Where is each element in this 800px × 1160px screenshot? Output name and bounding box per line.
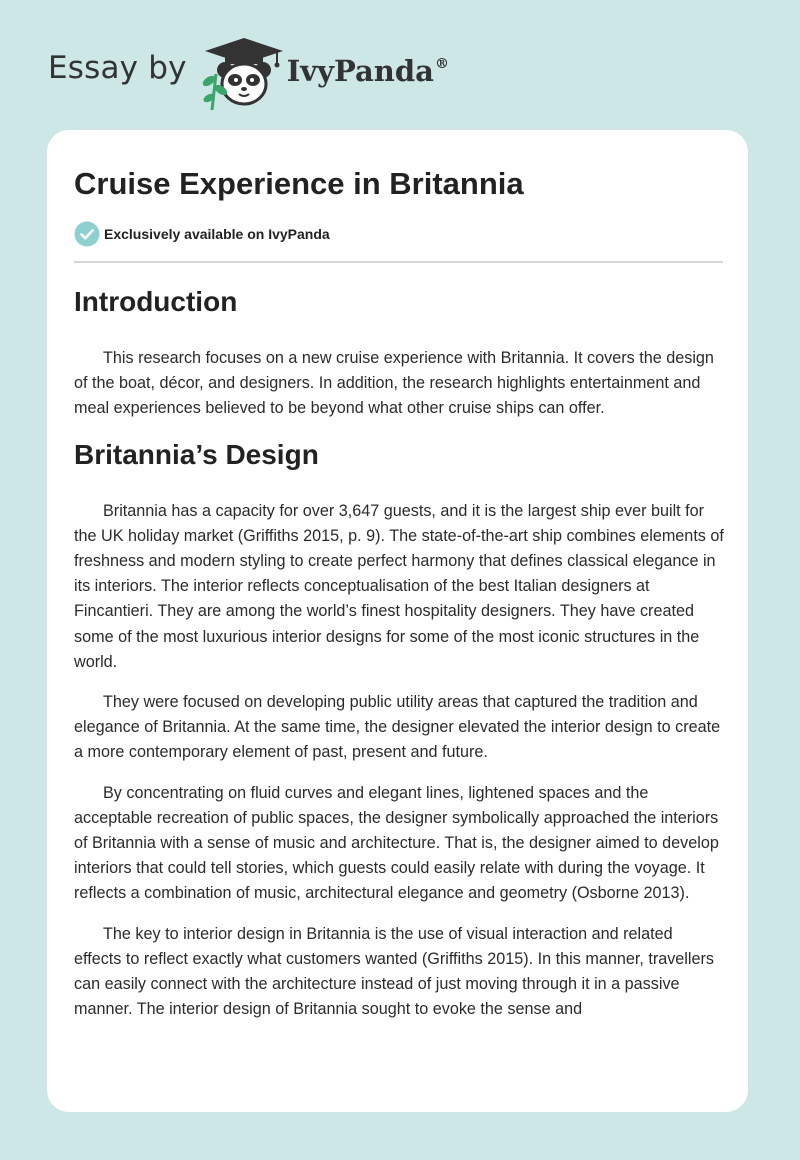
- paragraph: The key to interior design in Britannia is the use of visual interaction and related effects to reflect exactly what customers wanted (Griffiths 2015). In this manner, travellers can easily connect with the architecture instead of just moving through it in a passive manner. The interior design of Britannia sought to evoke the sense and: [74, 924, 714, 1019]
- section-heading-design: Britannia’s Design: [74, 438, 319, 470]
- article-body: [74, 284, 724, 1037]
- exclusive-badge: [74, 221, 330, 247]
- exclusive-badge-text: Exclusively available on IvyPanda: [104, 226, 330, 242]
- panda-graduate-icon[interactable]: [199, 34, 289, 110]
- article-card: [47, 130, 748, 1112]
- article-title: Cruise Experience in Britannia: [74, 166, 524, 201]
- paragraph: By concentrating on fluid curves and elegant lines, lightened spaces and the acceptable recreation of public spaces, the designer symbolically approached the interiors of Britannia with a sense of music and architecture. That is, the designer aimed to develop interiors that could tell stories, which guests could easily relate with during the voyage. It reflects a combination of music, architectural elegance and geometry (Osborne 2013).: [74, 783, 719, 903]
- section-heading-introduction: Introduction: [74, 286, 238, 317]
- brand-name[interactable]: [287, 54, 449, 88]
- essay-by-label: Essay by: [48, 50, 187, 86]
- check-circle-icon: [74, 221, 100, 247]
- site-header: [48, 34, 449, 110]
- paragraph: Britannia has a capacity for over 3,647 guests, and it is the largest ship ever built for the UK holiday market (Griffiths 2015, p. 9). The state-of-the-art ship combines elements of freshness and modern styling to create perfect harmony that defines classical elegance in its interiors. The interior reflects conceptualisation of the best Italian designers at Fincantieri. They are among the world’s finest hospitality designers. They have created some of the most luxurious interior designs for some of the most iconic structures in the world.: [74, 501, 724, 671]
- title-divider: [74, 261, 723, 263]
- paragraph: This research focuses on a new cruise experience with Britannia. It covers the design of the boat, décor, and designers. In addition, the research highlights entertainment and meal experiences believed to be beyond what other cruise ships can offer.: [74, 349, 714, 418]
- registered-mark: ®: [434, 56, 449, 72]
- brand-name-text: IvyPanda: [286, 54, 434, 88]
- paragraph: They were focused on developing public utility areas that captured the tradition and elegance of Britannia. At the same time, the designer elevated the interior design to create a more contemporary element of past, present and future.: [74, 693, 721, 762]
